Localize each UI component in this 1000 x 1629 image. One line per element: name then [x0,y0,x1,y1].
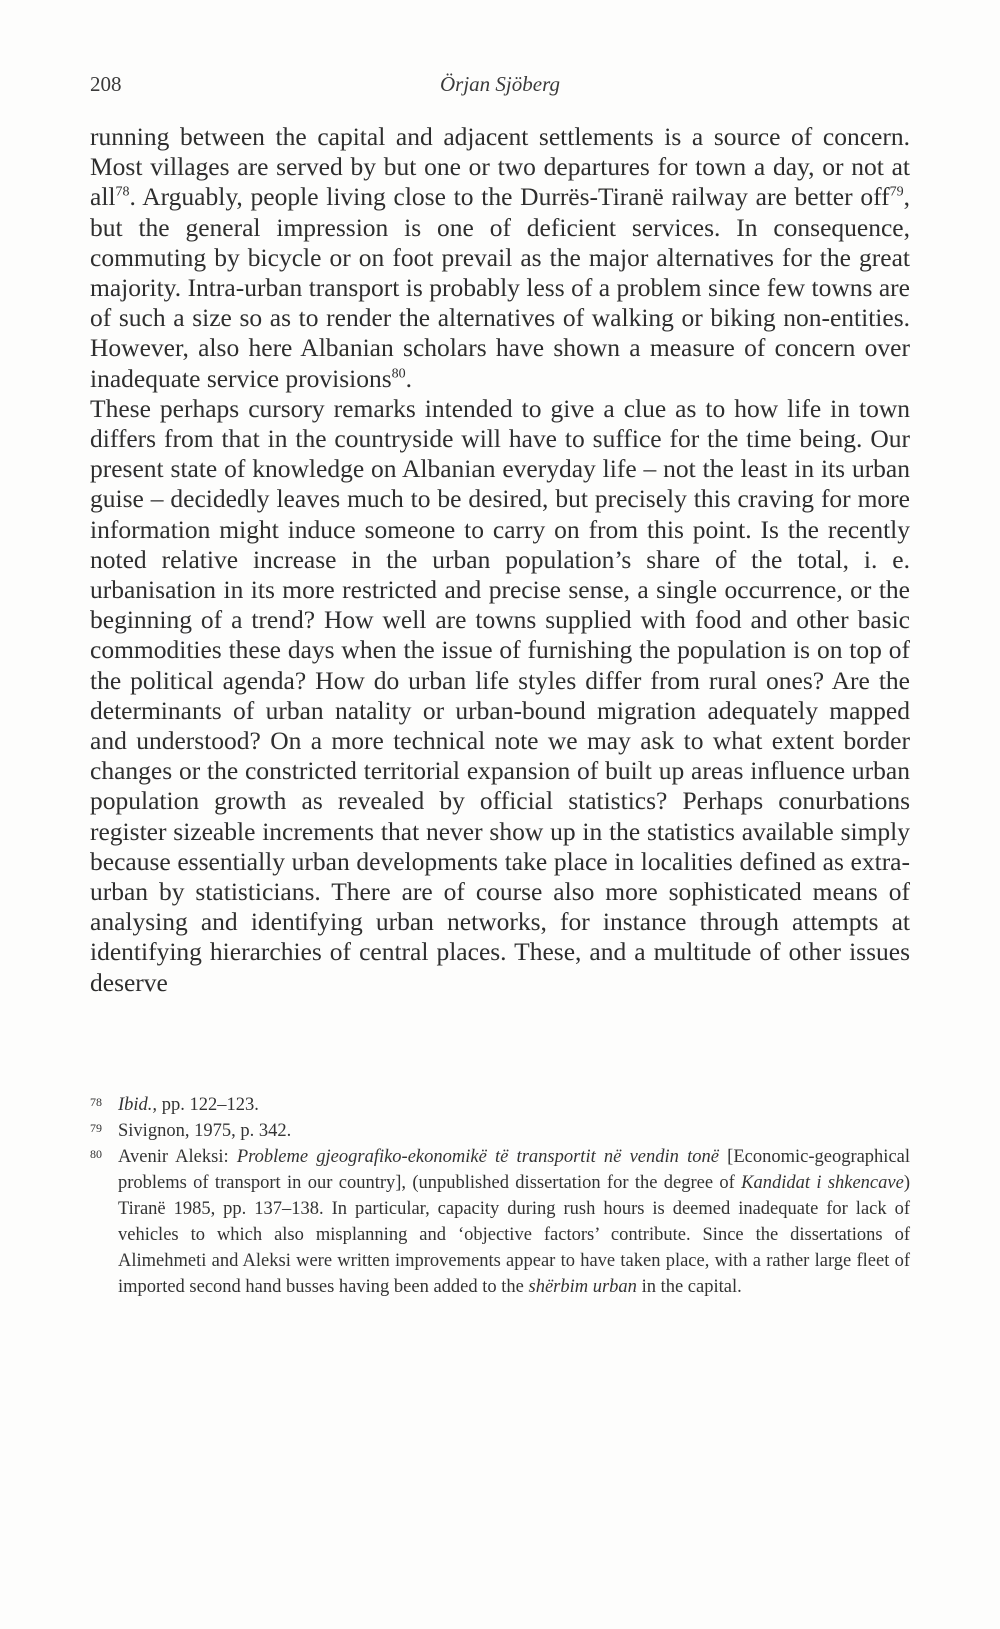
paragraph-text: . Arguably, people living close to the Durrës-Tiranë railway are better off [129,182,890,212]
footnote-text: [Economic-geographical problems of transport in our country], (unpublished dissertation for the degree of [118,1147,911,1193]
footnote-number: 79 [90,1121,102,1135]
footnote-80 [90,1144,910,1300]
footnote-reference[interactable]: 78 [115,184,130,200]
footnote-reference[interactable]: 80 [391,366,406,382]
paragraph-text: . [405,363,413,393]
footnote-text: pp. 122–123. [157,1095,259,1115]
paragraph [90,122,910,394]
footnote-italic-text: Probleme gjeografiko-ekonomikë të transportit në vendin tonë [236,1147,719,1167]
footnote-78 [90,1092,910,1118]
paragraph: These perhaps cursory remarks intended to give a clue as to how life in town differs from that in the countryside will have to suffice for the time being. Our present state of knowledge on Albanian everyday life – not the least in its urban guise – decidedly leaves much to be desired, but precisely this craving for more information might induce someone to carry on from this point. Is the recently noted relative increase in the urban population’s share of the total, i. e. urbanisation in its more restricted and precise sense, a single occurrence, or the beginning of a trend? How well are towns supplied with food and other basic commodities these days when the issue of furnishing the population is on top of the political agenda? How do urban life styles differ from rural ones? Are the determinants of urban natality or urban-bound migration adequately mapped and understood? On a more technical note we may ask to what extent border changes or the constricted territorial expansion of built up areas influence urban population growth as revealed by official statistics? Perhaps conurbations register sizeable increments that never show up in the statistics available simply because essentially urban developments take place in localities defined as extra-urban by statisticians. There are of course also more sophisticated means of analysing and identifying urban networks, for instance through attempts at identifying hierarchies of central places. These, and a multitude of other issues deserve [90,393,910,997]
page-header [90,72,910,102]
running-head: Örjan Sjöberg [440,72,560,96]
footnote-text: in the capital. [636,1277,742,1297]
footnote-text: ) Tiranë 1985, pp. 137–138. In particular, capacity during rush hours is deemed inadequate for lack of vehicles to which also misplanning and ‘objective factors’ contribute. Since the dissertations of Alimehmeti and Aleksi were written improvements appear to have taken place, with a rather large fleet of imported second hand busses having been added to the [118,1173,910,1297]
footnote-number: 80 [90,1147,102,1161]
page-number: 208 [90,72,122,96]
footnote-reference[interactable]: 79 [889,184,904,200]
footnote-italic-text: Ibid., [118,1095,158,1115]
footnote-italic-text: shërbim urban [528,1277,637,1297]
paragraph-text: running between the capital and adjacent settlements is a source of concern. Most villages are served by but one or two departures for town a day, or not at all [90,122,910,212]
footnote-italic-text: Kandidat i shkencave [741,1173,904,1193]
footnotes [90,1092,910,1300]
footnote-text: Avenir Aleksi: [118,1147,237,1167]
footnote-number: 78 [90,1095,102,1109]
body-text [90,122,910,998]
footnote-text: Sivignon, 1975, p. 342. [118,1121,292,1141]
footnote-79 [90,1118,910,1144]
paragraph-text: , but the general impression is one of deficient services. In consequence, commuting by bicycle or on foot prevail as the major alternatives for the great majority. Intra-urban transport is probably less of a problem since few towns are of such a size so as to render the alternatives of walking or biking non-entities. However, also here Albanian scholars have shown a measure of concern over inadequate service provisions [90,182,910,393]
